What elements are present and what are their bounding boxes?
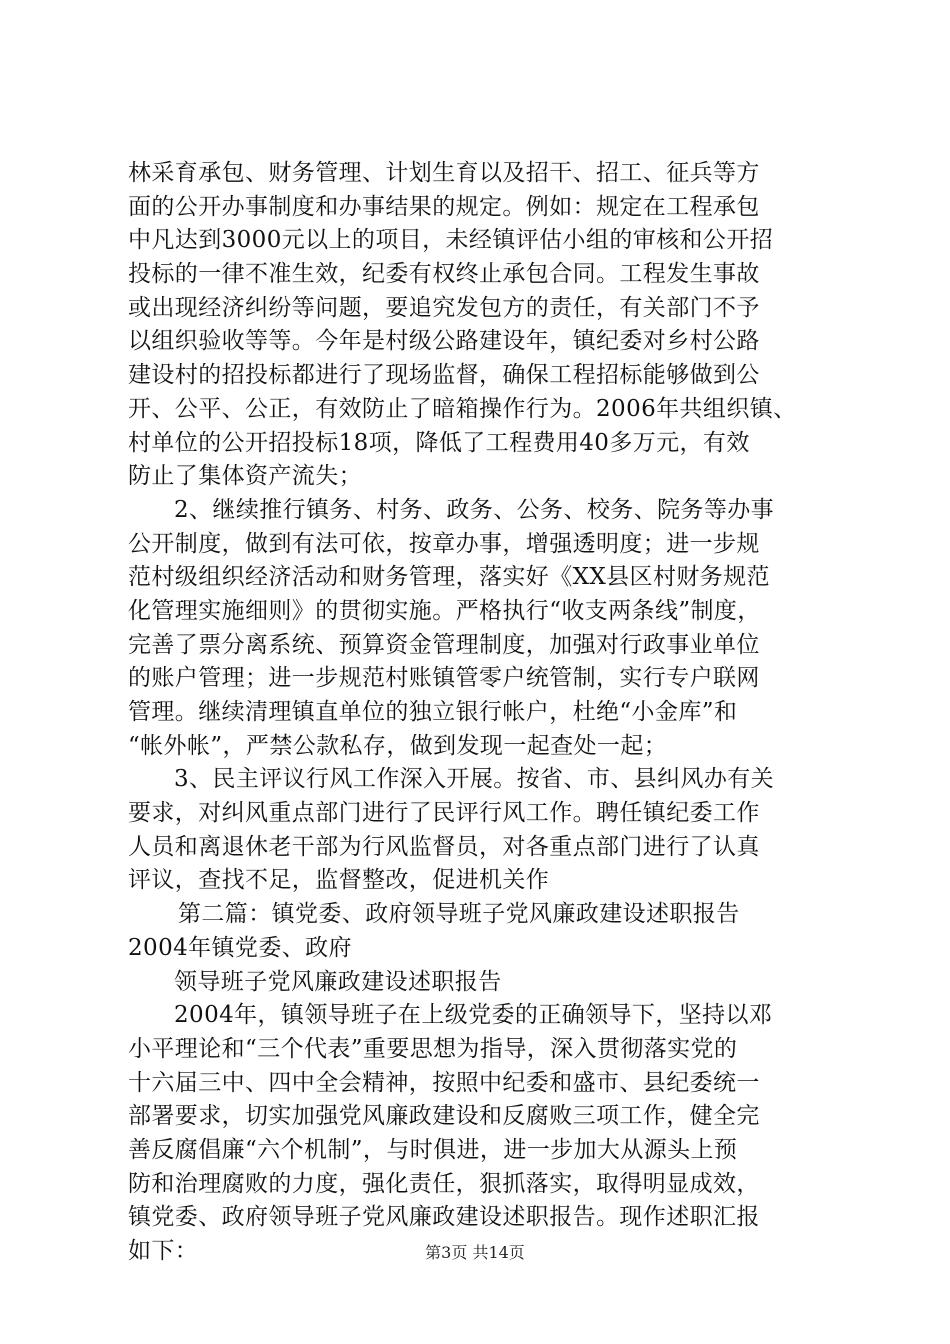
- text-line: 的账户管理；进一步规范村账镇管零户统管制，实行专户联网: [128, 665, 760, 692]
- text-line: 善反腐倡廉“六个机制”，与时俱进，进一步加大从源头上预: [128, 1136, 738, 1163]
- text-line: 要求，对纠风重点部门进行了民评行风工作。聘任镇纪委工作: [128, 800, 760, 827]
- text-line: 投标的一律不准生效，纪委有权终止承包合同。工程发生事故: [128, 261, 760, 288]
- text-line: 防止了集体资产流失；: [128, 463, 362, 490]
- text-line: 开、公平、公正，有效防止了暗箱操作行为。2006年共组织镇、: [128, 395, 797, 422]
- section-heading: 第二篇：镇党委、政府领导班子党风廉政建设述职报告: [178, 901, 740, 928]
- text-line: 村单位的公开招投标18项，降低了工程费用40多万元，有效: [128, 429, 750, 456]
- page-number-footer: 第3页 共14页: [425, 1243, 525, 1262]
- text-line: 部署要求，切实加强党风廉政建设和反腐败三项工作，健全完: [128, 1103, 760, 1130]
- text-line: 公开制度，做到有法可依，按章办事，增强透明度；进一步规: [128, 530, 760, 557]
- text-line: 完善了票分离系统、预算资金管理制度，加强对行政事业单位: [128, 631, 760, 658]
- body-text: [128, 157, 838, 1269]
- paragraph-start-line: 3、民主评议行风工作深入开展。按省、市、县纠风办有关: [174, 766, 775, 793]
- text-line: 评议，查找不足，监督整改，促进机关作: [128, 867, 550, 894]
- text-line: 如下：: [128, 1238, 199, 1264]
- paragraph-start-line: 2004年，镇领导班子在上级党委的正确领导下，坚持以邓: [174, 1002, 773, 1029]
- text-line: 林采育承包、财务管理、计划生育以及招干、招工、征兵等方: [128, 160, 760, 186]
- text-line: 中凡达到3000元以上的项目，未经镇评估小组的审核和公开招: [128, 227, 774, 254]
- text-line: 化管理实施细则》的贯彻实施。严格执行“收支两条线”制度，: [128, 597, 761, 624]
- text-line: 面的公开办事制度和办事结果的规定。例如：规定在工程承包: [128, 193, 760, 220]
- text-line: 或出现经济纠纷等问题，要追究发包方的责任，有关部门不予: [128, 294, 760, 321]
- text-line: 防和治理腐败的力度，强化责任，狠抓落实，取得明显成效，: [128, 1170, 760, 1197]
- text-line: 人员和离退休老干部为行风监督员，对各重点部门进行了认真: [128, 833, 760, 860]
- paragraph-start-line: 2、继续推行镇务、村务、政务、公务、校务、院务等办事: [174, 496, 775, 523]
- text-line: 范村级组织经济活动和财务管理，落实好《XX县区村财务规范: [128, 564, 770, 591]
- text-line: 镇党委、政府领导班子党风廉政建设述职报告。现作述职汇报: [128, 1204, 760, 1231]
- text-line: 小平理论和“三个代表”重要思想为指导，深入贯彻落实党的: [128, 1035, 738, 1062]
- text-line: 建设村的招投标都进行了现场监督，确保工程招标能够做到公: [128, 362, 760, 389]
- text-line: 管理。继续清理镇直单位的独立银行帐户，杜绝“小金库”和: [128, 699, 738, 725]
- text-line: 十六届三中、四中全会精神，按照中纪委和盛市、县纪委统一: [128, 1069, 760, 1096]
- report-title: 领导班子党风廉政建设述职报告: [174, 968, 502, 995]
- text-line: “帐外帐”，严禁公款私存，做到发现一起查处一起；: [128, 732, 668, 759]
- text-line: 以组织验收等等。今年是村级公路建设年，镇纪委对乡村公路: [128, 328, 760, 355]
- section-heading-continued: 2004年镇党委、政府: [128, 934, 352, 961]
